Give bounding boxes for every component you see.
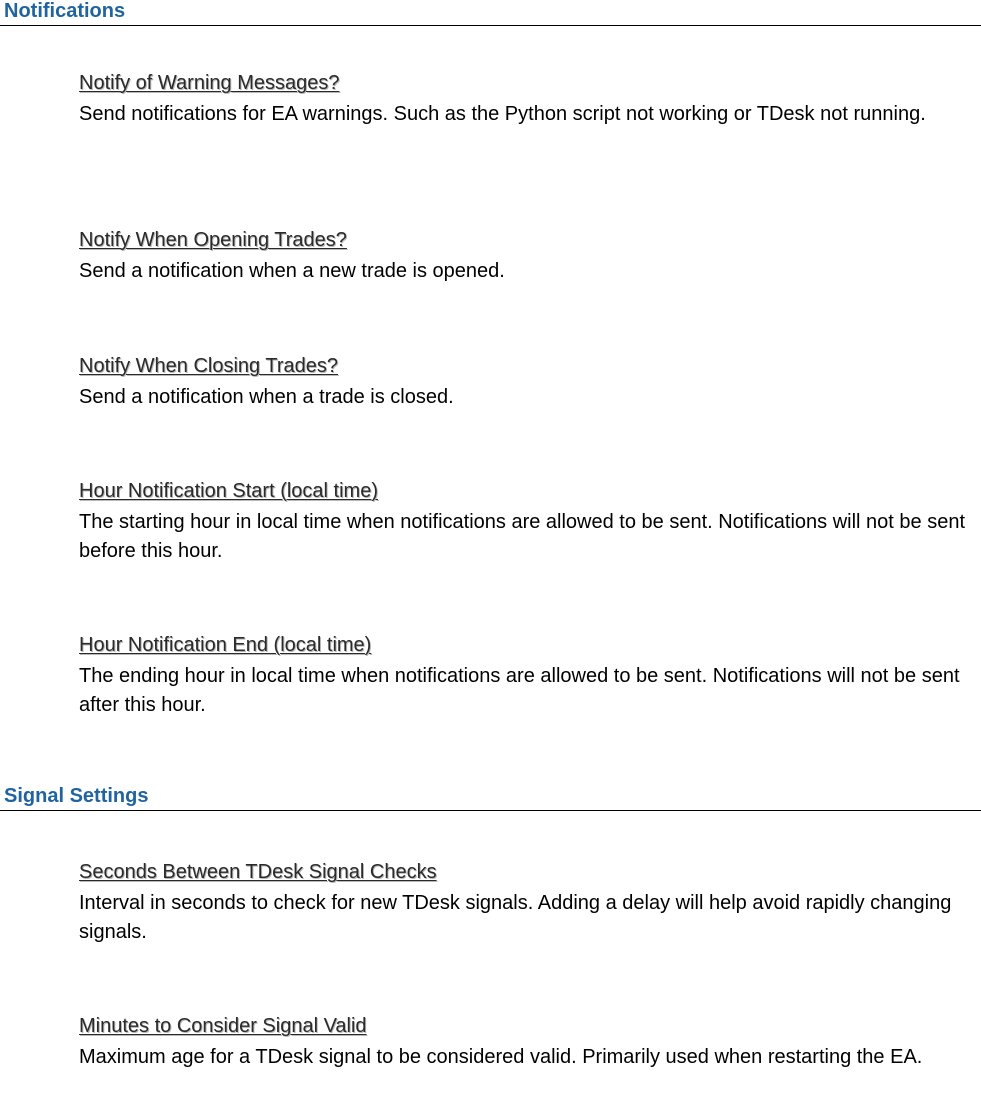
setting-notify-closing [79, 354, 974, 412]
setting-minutes-signal-valid [79, 1014, 974, 1072]
setting-hour-start [79, 479, 974, 566]
setting-description: Maximum age for a TDesk signal to be considered valid. Primarily used when restarting the EA. [79, 1046, 923, 1068]
setting-title: Notify When Closing Trades? [79, 355, 339, 377]
setting-title: Seconds Between TDesk Signal Checks [79, 861, 437, 883]
setting-title: Hour Notification End (local time) [79, 634, 372, 656]
setting-notify-opening [79, 228, 974, 286]
setting-notify-warning [79, 71, 974, 129]
section-heading-signal-settings [0, 785, 981, 811]
setting-description: Interval in seconds to check for new TDesk signals. Adding a delay will help avoid rapidly changing signals. [79, 892, 952, 943]
setting-seconds-between-checks [79, 860, 974, 947]
setting-description: Send a notification when a trade is closed. [79, 386, 454, 408]
setting-title: Notify of Warning Messages? [79, 72, 340, 94]
setting-title: Minutes to Consider Signal Valid [79, 1015, 367, 1037]
setting-description: Send a notification when a new trade is opened. [79, 260, 505, 282]
section-title: Signal Settings [4, 785, 149, 807]
setting-title: Notify When Opening Trades? [79, 229, 347, 251]
setting-description: The starting hour in local time when notifications are allowed to be sent. Notifications will not be sent before this hour. [79, 511, 966, 562]
setting-title: Hour Notification Start (local time) [79, 480, 378, 502]
section-heading-notifications [0, 0, 981, 26]
setting-description: The ending hour in local time when notifications are allowed to be sent. Notifications will not be sent after this hour. [79, 665, 960, 716]
setting-hour-end [79, 633, 974, 720]
setting-description: Send notifications for EA warnings. Such as the Python script not working or TDesk not running. [79, 103, 926, 125]
section-title: Notifications [4, 0, 126, 22]
